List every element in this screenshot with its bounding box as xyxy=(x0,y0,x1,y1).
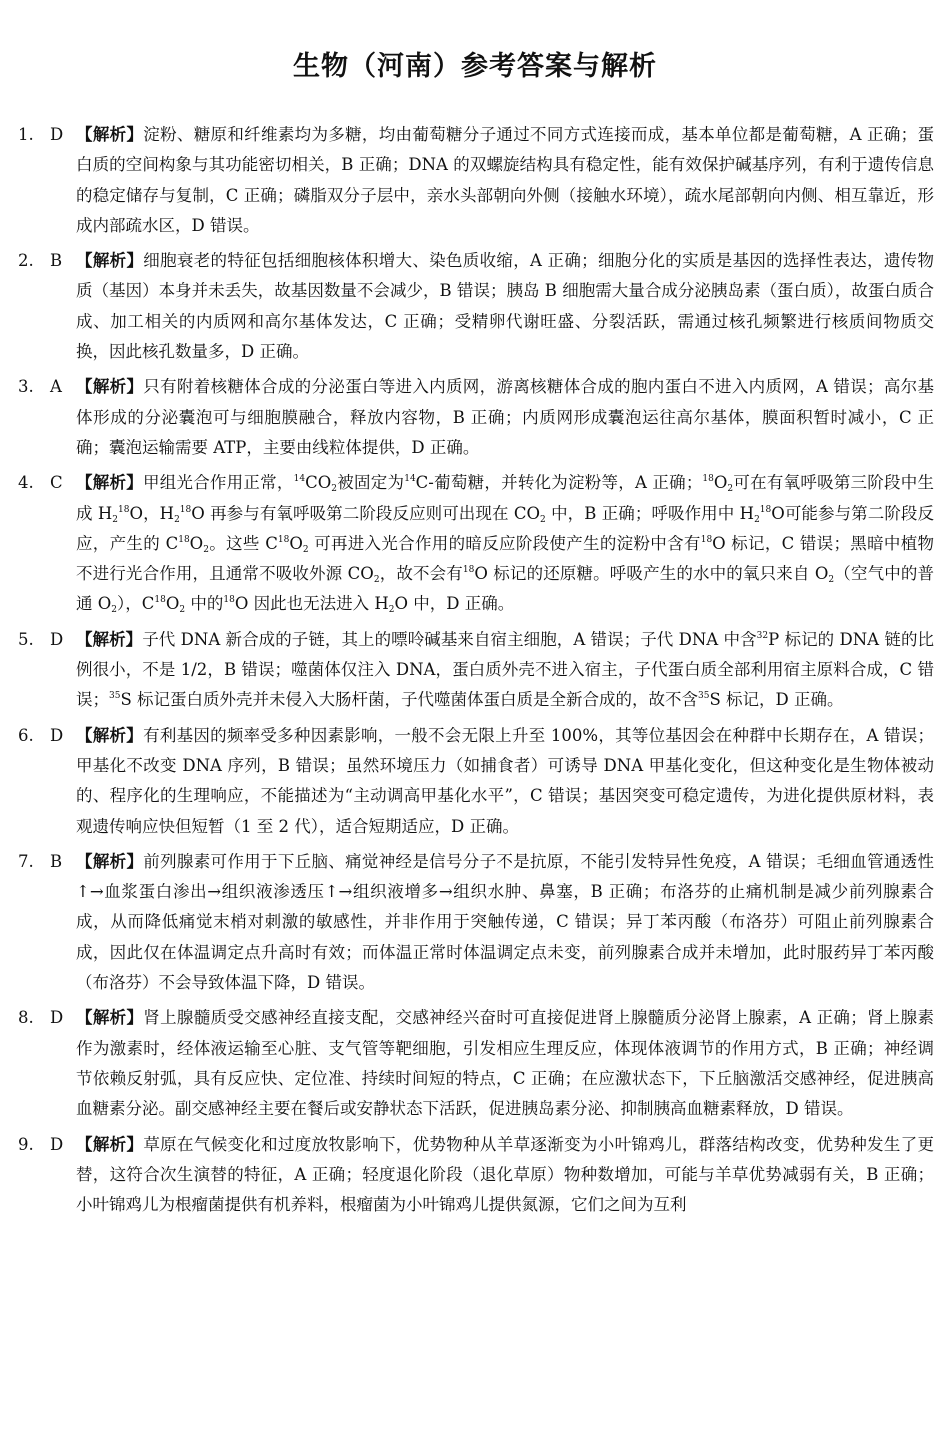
subscript: 2 xyxy=(331,484,337,495)
subscript: 2 xyxy=(112,514,119,525)
subscript: 2 xyxy=(179,605,186,616)
superscript: 18 xyxy=(759,504,772,515)
explanation-segment: O 中，D 正确。 xyxy=(394,594,515,614)
answer-item xyxy=(18,847,934,998)
explanation-segment: 甲组光合作用正常， xyxy=(142,473,294,493)
explanation-segment: 。这些 C xyxy=(208,533,278,553)
subscript: 2 xyxy=(727,484,734,495)
explanation-text xyxy=(76,1130,934,1221)
answer-letter: A xyxy=(50,377,62,397)
explanation-segment: O xyxy=(713,473,728,493)
superscript: 18 xyxy=(462,564,475,575)
explanation-segment: P 标记的 DNA 链的比例很小，不是 1/2，B 错误；噬菌体仅注入 DNA，蛋白质外壳不进入宿主，子代蛋白质全部利用宿主原料合成，C 错误； xyxy=(76,629,935,710)
explanation-segment: O xyxy=(189,533,204,553)
explanation-segment: O 标记，C 错误；黑暗中植物不进行光合作用，且通常不吸收外源 CO xyxy=(76,533,935,584)
explanation-body: 细胞衰老的特征包括细胞核体积增大、染色质收缩，A 正确；细胞分化的实质是基因的选择性表达，遗传物质（基因）本身并未丢失，故基因数量不会减少，B 错误；胰岛 B 细胞需大量合成分泌胰岛素（蛋白质），故蛋白质合成、加工相关的内质网和高尔基体发达，C 正确；受精卵代谢旺盛、分裂活跃，需通过核孔频繁进行核质间物质交换，因此核孔数量多，D 正确。 xyxy=(76,251,935,362)
subscript: 2 xyxy=(388,605,395,616)
answer-letter: D xyxy=(50,1134,64,1154)
question-number: 8. xyxy=(18,1008,34,1028)
explanation-segment: 中，B 正确；呼吸作用中 H xyxy=(545,503,755,523)
question-number: 1. xyxy=(18,125,34,144)
explanation-segment: C-葡萄糖，并转化为淀粉等，A 正确； xyxy=(415,473,703,493)
subscript: 2 xyxy=(373,575,380,586)
explanation-label: 【解析】 xyxy=(76,473,143,493)
superscript: 18 xyxy=(702,474,714,485)
answer-item xyxy=(18,246,934,367)
superscript: 18 xyxy=(154,595,166,606)
explanation-text xyxy=(76,468,934,619)
answer-item xyxy=(18,468,934,619)
explanation-segment: 子代 DNA 新合成的子链，其上的嘌呤碱基来自宿主细胞，A 错误；子代 DNA 中含 xyxy=(142,629,757,649)
explanation-text xyxy=(76,246,934,367)
explanation-segment: 可再进入光合作用的暗反应阶段使产生的淀粉中含有 xyxy=(308,533,701,553)
explanation-segment: 可在有氧呼吸第三阶段中生成 H xyxy=(76,473,935,523)
answer-letter: D xyxy=(50,1008,64,1028)
superscript: 14 xyxy=(404,474,416,485)
answer-item xyxy=(18,721,934,842)
explanation-segment: O 标记的还原糖。呼吸产生的水中的氧只来自 O xyxy=(474,564,829,584)
explanation-label: 【解析】 xyxy=(76,251,144,271)
subscript: 2 xyxy=(111,605,118,616)
explanation-segment: O xyxy=(289,533,303,553)
question-number: 2. xyxy=(18,251,34,271)
explanation-text xyxy=(76,120,934,241)
explanation-body: 肾上腺髓质受交感神经直接支配，交感神经兴奋时可直接促进肾上腺髓质分泌肾上腺素，A 正确；肾上腺素作为激素时，经体液运输至心脏、支气管等靶细胞，引发相应生理反应，体现体液调节的作用方式，B 正确；神经调节依赖反射弧，具有反应快、定位准、持续时间短的特点，C 正确；在应激状态下，下丘脑激活交感神经，促进胰高血糖素分泌。副交感神经主要在餐后或安静状态下活跃，促进胰岛素分泌、抑制胰高血糖素释放，D 错误。 xyxy=(76,1008,935,1119)
answer-letter: D xyxy=(50,125,64,144)
explanation-body: 有利基因的频率受多种因素影响，一般不会无限上升至 100%，其等位基因会在种群中长期存在，A 错误；甲基化不改变 DNA 序列，B 错误；虽然环境压力（如捕食者）可诱导 DNA 甲基化变化，但这种变化是生物体被动的、程序化的生理响应，不能描述为“主动调高甲基化水平”，C 错误；基因突变可稳定遗传，为进化提供原材料，表观遗传响应快但短暂（1 至 2 代），适合短期适应，D 正确。 xyxy=(76,725,935,836)
question-number: 5. xyxy=(18,629,34,649)
answer-item xyxy=(18,120,934,241)
answer-item xyxy=(18,372,934,463)
explanation-label: 【解析】 xyxy=(76,125,144,144)
explanation-segment: ），C xyxy=(117,594,155,614)
answer-letter: D xyxy=(50,629,64,649)
question-number: 6. xyxy=(18,725,34,745)
explanation-segment: CO xyxy=(305,473,332,493)
explanation-segment: O xyxy=(165,594,180,614)
explanation-segment: 被固定为 xyxy=(337,473,405,493)
explanation-body: 淀粉、糖原和纤维素均为多糖，均由葡萄糖分子通过不同方式连接而成，基本单位都是葡萄糖，A 正确；蛋白质的空间构象与其功能密切相关，B 正确；DNA 的双螺旋结构具有稳定性，能有效保护碱基序列，有利于遗传信息的稳定储存与复制，C 正确；磷脂双分子层中，亲水头部朝向外侧（接触水环境），疏水尾部朝向内侧、相互靠近，形成内部疏水区，D 错误。 xyxy=(76,125,935,235)
answer-letter: B xyxy=(50,251,63,271)
superscript: 14 xyxy=(293,474,306,485)
superscript: 18 xyxy=(118,504,130,515)
explanation-text xyxy=(76,721,934,842)
explanation-body: 草原在气候变化和过度放牧影响下，优势物种从羊草逐渐变为小叶锦鸡儿，群落结构改变，优势种发生了更替，这符合次生演替的特征，A 正确；轻度退化阶段（退化草原）物种数增加，可能与羊草优势减弱有关，B 正确；小叶锦鸡儿为根瘤菌提供有机养料，根瘤菌为小叶锦鸡儿提供氮源，它们之间为互利 xyxy=(76,1134,935,1215)
explanation-segment: S 标记，D 正确。 xyxy=(709,690,844,710)
superscript: 18 xyxy=(223,595,235,606)
explanation-segment: O可能参与第二阶段反应，产生的 C xyxy=(76,503,934,553)
superscript: 35 xyxy=(109,691,121,702)
question-number: 4. xyxy=(18,473,34,493)
explanation-segment: ，故不会有 xyxy=(379,564,463,584)
explanation-segment: S 标记蛋白质外壳并未侵入大肠杆菌，子代噬菌体蛋白质是全新合成的，故不含 xyxy=(120,690,699,710)
explanation-label: 【解析】 xyxy=(76,1008,144,1028)
subscript: 2 xyxy=(203,545,209,555)
superscript: 18 xyxy=(178,534,190,545)
answer-letter: C xyxy=(50,473,63,493)
question-number: 3. xyxy=(18,377,34,397)
explanation-body: 只有附着核糖体合成的分泌蛋白等进入内质网，游离核糖体合成的胞内蛋白不进入内质网，A 错误；高尔基体形成的分泌囊泡可与细胞膜融合，释放内容物，B 正确；内质网形成囊泡运往高尔基体，膜面积暂时减小，C 正确；囊泡运输需要 ATP，主要由线粒体提供，D 正确。 xyxy=(76,377,935,457)
page-title: 生物（河南）参考答案与解析 xyxy=(293,51,657,82)
subscript: 2 xyxy=(540,514,546,525)
explanation-segment: （空气中的普通 O xyxy=(76,564,935,614)
explanation-body: 前列腺素可作用于下丘脑、痛觉神经是信号分子不是抗原，不能引发特异性免疫，A 错误；毛细血管通透性↑→血浆蛋白渗出→组织液渗透压↑→组织液增多→组织水肿、鼻塞，B 正确；布洛芬的止痛机制是减少前列腺素合成，从而降低痛觉末梢对刺激的敏感性，并非作用于突触传递，C 错误；异丁苯丙酸（布洛芬）可阻止前列腺素合成，因此仅在体温调定点升高时有效；而体温正常时体温调定点未变，前列腺素合成并未增加，此时服药异丁苯丙酸（布洛芬）不会导致体温下降，D 错误。 xyxy=(76,851,935,993)
explanation-segment: 中的 xyxy=(185,594,224,614)
question-number: 9. xyxy=(18,1134,34,1154)
question-number: 7. xyxy=(18,851,34,871)
answer-item xyxy=(18,1003,934,1124)
explanation-label: 【解析】 xyxy=(76,629,143,649)
answer-letter: B xyxy=(50,851,63,871)
explanation-text xyxy=(76,1003,934,1124)
explanation-text xyxy=(76,625,934,716)
answer-item xyxy=(18,625,934,716)
explanation-segment: O 再参与有氧呼吸第二阶段反应则可出现在 CO xyxy=(191,503,541,523)
explanation-segment: O，H xyxy=(129,503,175,523)
answer-item xyxy=(18,1130,934,1221)
subscript: 2 xyxy=(174,514,180,525)
subscript: 2 xyxy=(828,575,835,586)
answer-list xyxy=(18,120,934,1225)
explanation-label: 【解析】 xyxy=(76,725,144,745)
subscript: 2 xyxy=(302,545,309,555)
superscript: 35 xyxy=(698,691,710,702)
superscript: 18 xyxy=(179,504,192,515)
superscript: 18 xyxy=(700,534,713,545)
explanation-segment: O 因此也无法进入 H xyxy=(234,594,389,614)
explanation-label: 【解析】 xyxy=(76,851,144,871)
superscript: 32 xyxy=(756,630,769,641)
subscript: 2 xyxy=(754,514,760,525)
answer-letter: D xyxy=(50,725,64,745)
explanation-label: 【解析】 xyxy=(76,377,144,397)
explanation-text xyxy=(76,372,934,463)
superscript: 18 xyxy=(277,534,290,545)
explanation-text xyxy=(76,847,934,998)
explanation-label: 【解析】 xyxy=(76,1134,144,1154)
